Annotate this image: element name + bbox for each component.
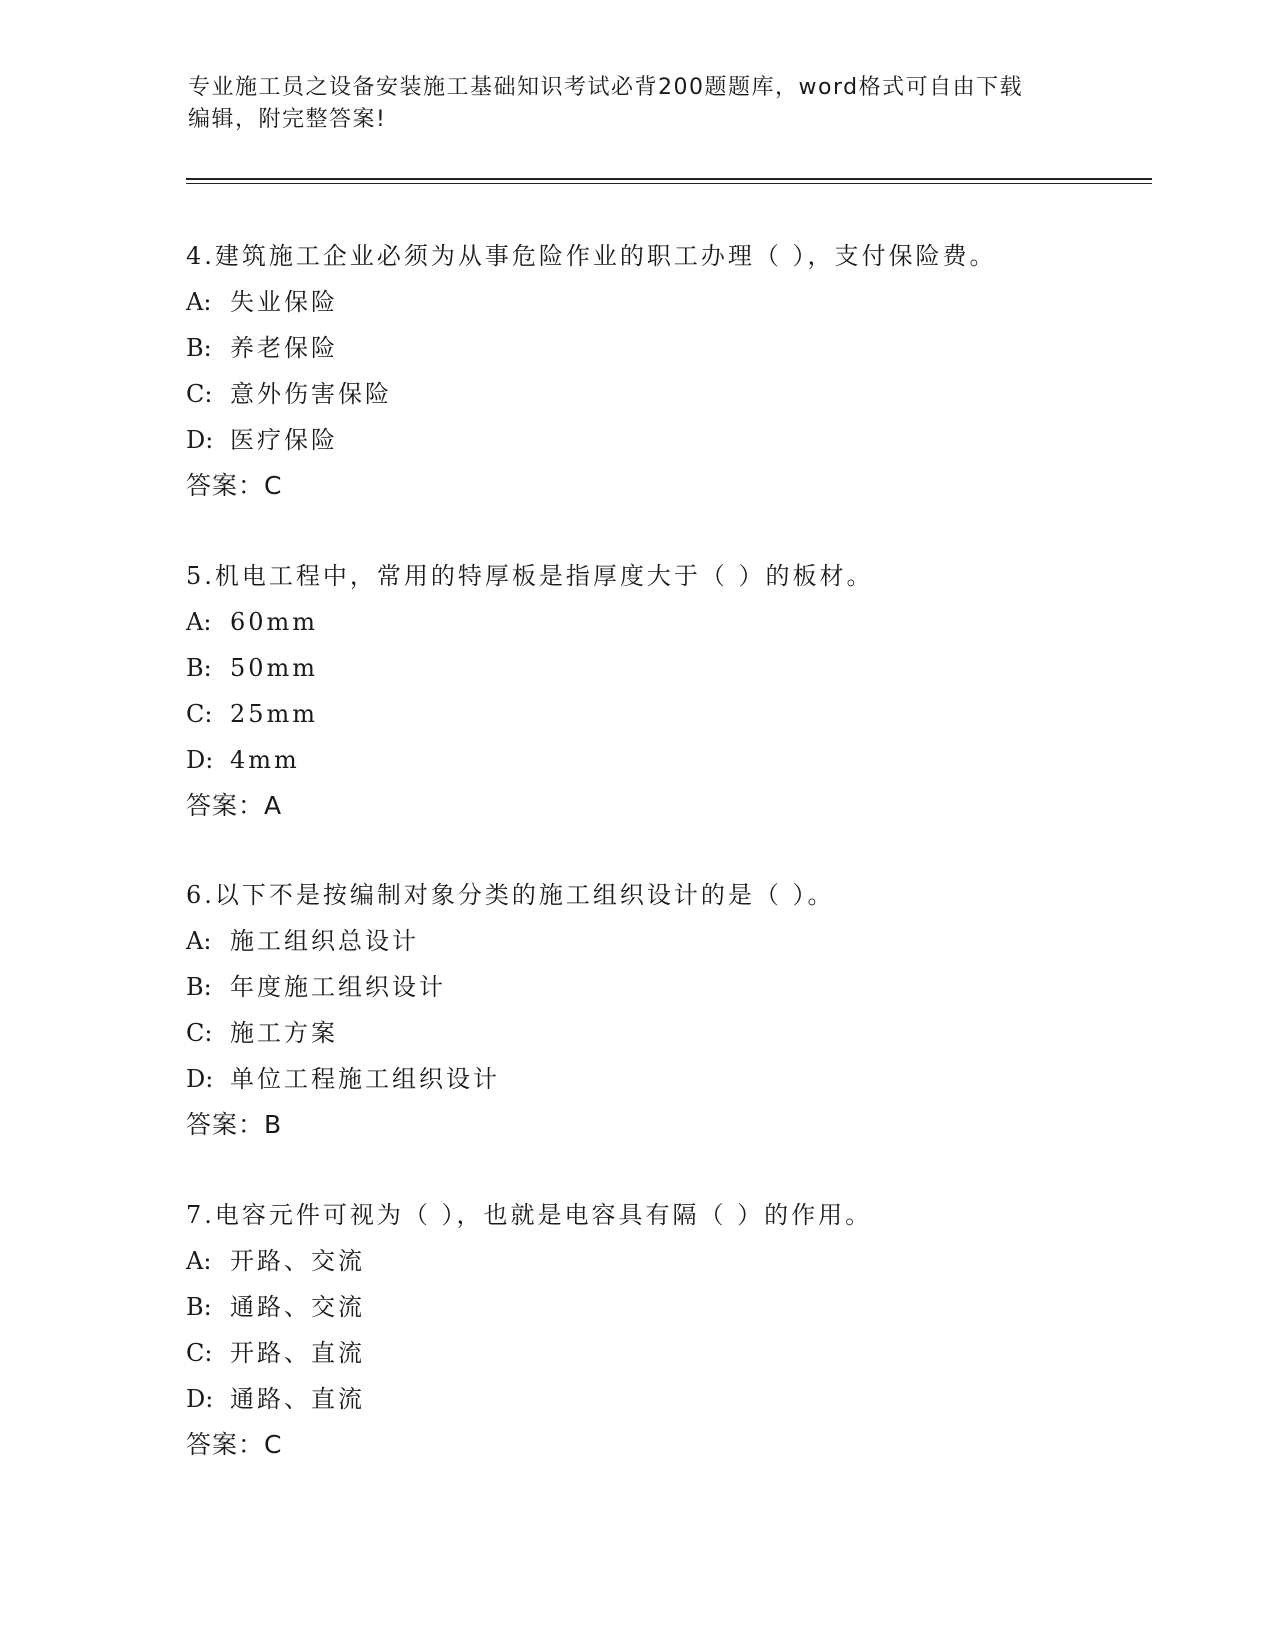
option-letter: C: — [186, 1339, 213, 1367]
option-c — [186, 378, 1146, 424]
header-divider-thin — [186, 183, 1152, 184]
option-a — [186, 925, 1146, 971]
option-letter: B: — [186, 654, 212, 682]
option-text: 开路、直流 — [230, 1339, 365, 1367]
option-text: 开路、交流 — [230, 1247, 365, 1275]
option-text: 通路、直流 — [230, 1385, 365, 1413]
option-letter: D: — [186, 1065, 214, 1093]
option-letter: D: — [186, 426, 214, 454]
option-c — [186, 698, 1146, 744]
option-letter: A: — [186, 1247, 212, 1275]
option-text: 25mm — [230, 700, 319, 728]
question-block — [186, 879, 1146, 1149]
question-stem: 5.机电工程中，常用的特厚板是指厚度大于（ ）的板材。 — [186, 562, 874, 590]
option-letter: D: — [186, 1385, 214, 1413]
question-block — [186, 240, 1146, 510]
question-stem: 6.以下不是按编制对象分类的施工组织设计的是（ ）。 — [186, 881, 835, 909]
option-d — [186, 424, 1146, 470]
option-letter: B: — [186, 973, 212, 1001]
question-stem: 7.电容元件可视为（ ），也就是电容具有隔（ ）的作用。 — [186, 1201, 873, 1229]
option-text: 施工方案 — [230, 1019, 338, 1047]
header-line-1: 专业施工员之设备安装施工基础知识考试必背200题题库，word格式可自由下载 — [188, 75, 1024, 100]
option-text: 施工组织总设计 — [230, 927, 419, 955]
answer-line: 答案：B — [186, 1110, 283, 1139]
answer-line: 答案：C — [186, 1430, 283, 1459]
option-letter: C: — [186, 380, 213, 408]
option-text: 失业保险 — [230, 288, 338, 316]
option-letter: A: — [186, 288, 212, 316]
option-letter: A: — [186, 927, 212, 955]
question-block — [186, 560, 1146, 830]
question-stem: 4.建筑施工企业必须为从事危险作业的职工办理（ ），支付保险费。 — [186, 242, 997, 270]
option-letter: C: — [186, 1019, 213, 1047]
header-line-2: 编辑，附完整答案! — [188, 107, 387, 132]
option-text: 养老保险 — [230, 334, 338, 362]
answer-line: 答案：C — [186, 471, 283, 500]
header-divider-thick — [186, 178, 1152, 180]
option-text: 年度施工组织设计 — [230, 973, 446, 1001]
answer-line: 答案：A — [186, 791, 283, 820]
option-a — [186, 286, 1146, 332]
option-text: 4mm — [230, 746, 300, 774]
option-b — [186, 1291, 1146, 1337]
option-letter: B: — [186, 334, 212, 362]
option-b — [186, 332, 1146, 378]
option-text: 60mm — [230, 608, 319, 636]
option-text: 通路、交流 — [230, 1293, 365, 1321]
option-a — [186, 606, 1146, 652]
option-letter: C: — [186, 700, 213, 728]
option-c — [186, 1337, 1146, 1383]
option-text: 50mm — [230, 654, 319, 682]
option-b — [186, 652, 1146, 698]
option-d — [186, 1063, 1146, 1109]
option-text: 意外伤害保险 — [230, 380, 392, 408]
page-header — [188, 72, 1088, 136]
option-text: 医疗保险 — [230, 426, 338, 454]
option-c — [186, 1017, 1146, 1063]
option-letter: A: — [186, 608, 212, 636]
option-b — [186, 971, 1146, 1017]
option-letter: D: — [186, 746, 214, 774]
option-d — [186, 744, 1146, 790]
option-a — [186, 1245, 1146, 1291]
option-d — [186, 1383, 1146, 1429]
option-text: 单位工程施工组织设计 — [230, 1065, 500, 1093]
option-letter: B: — [186, 1293, 212, 1321]
question-block — [186, 1199, 1146, 1469]
